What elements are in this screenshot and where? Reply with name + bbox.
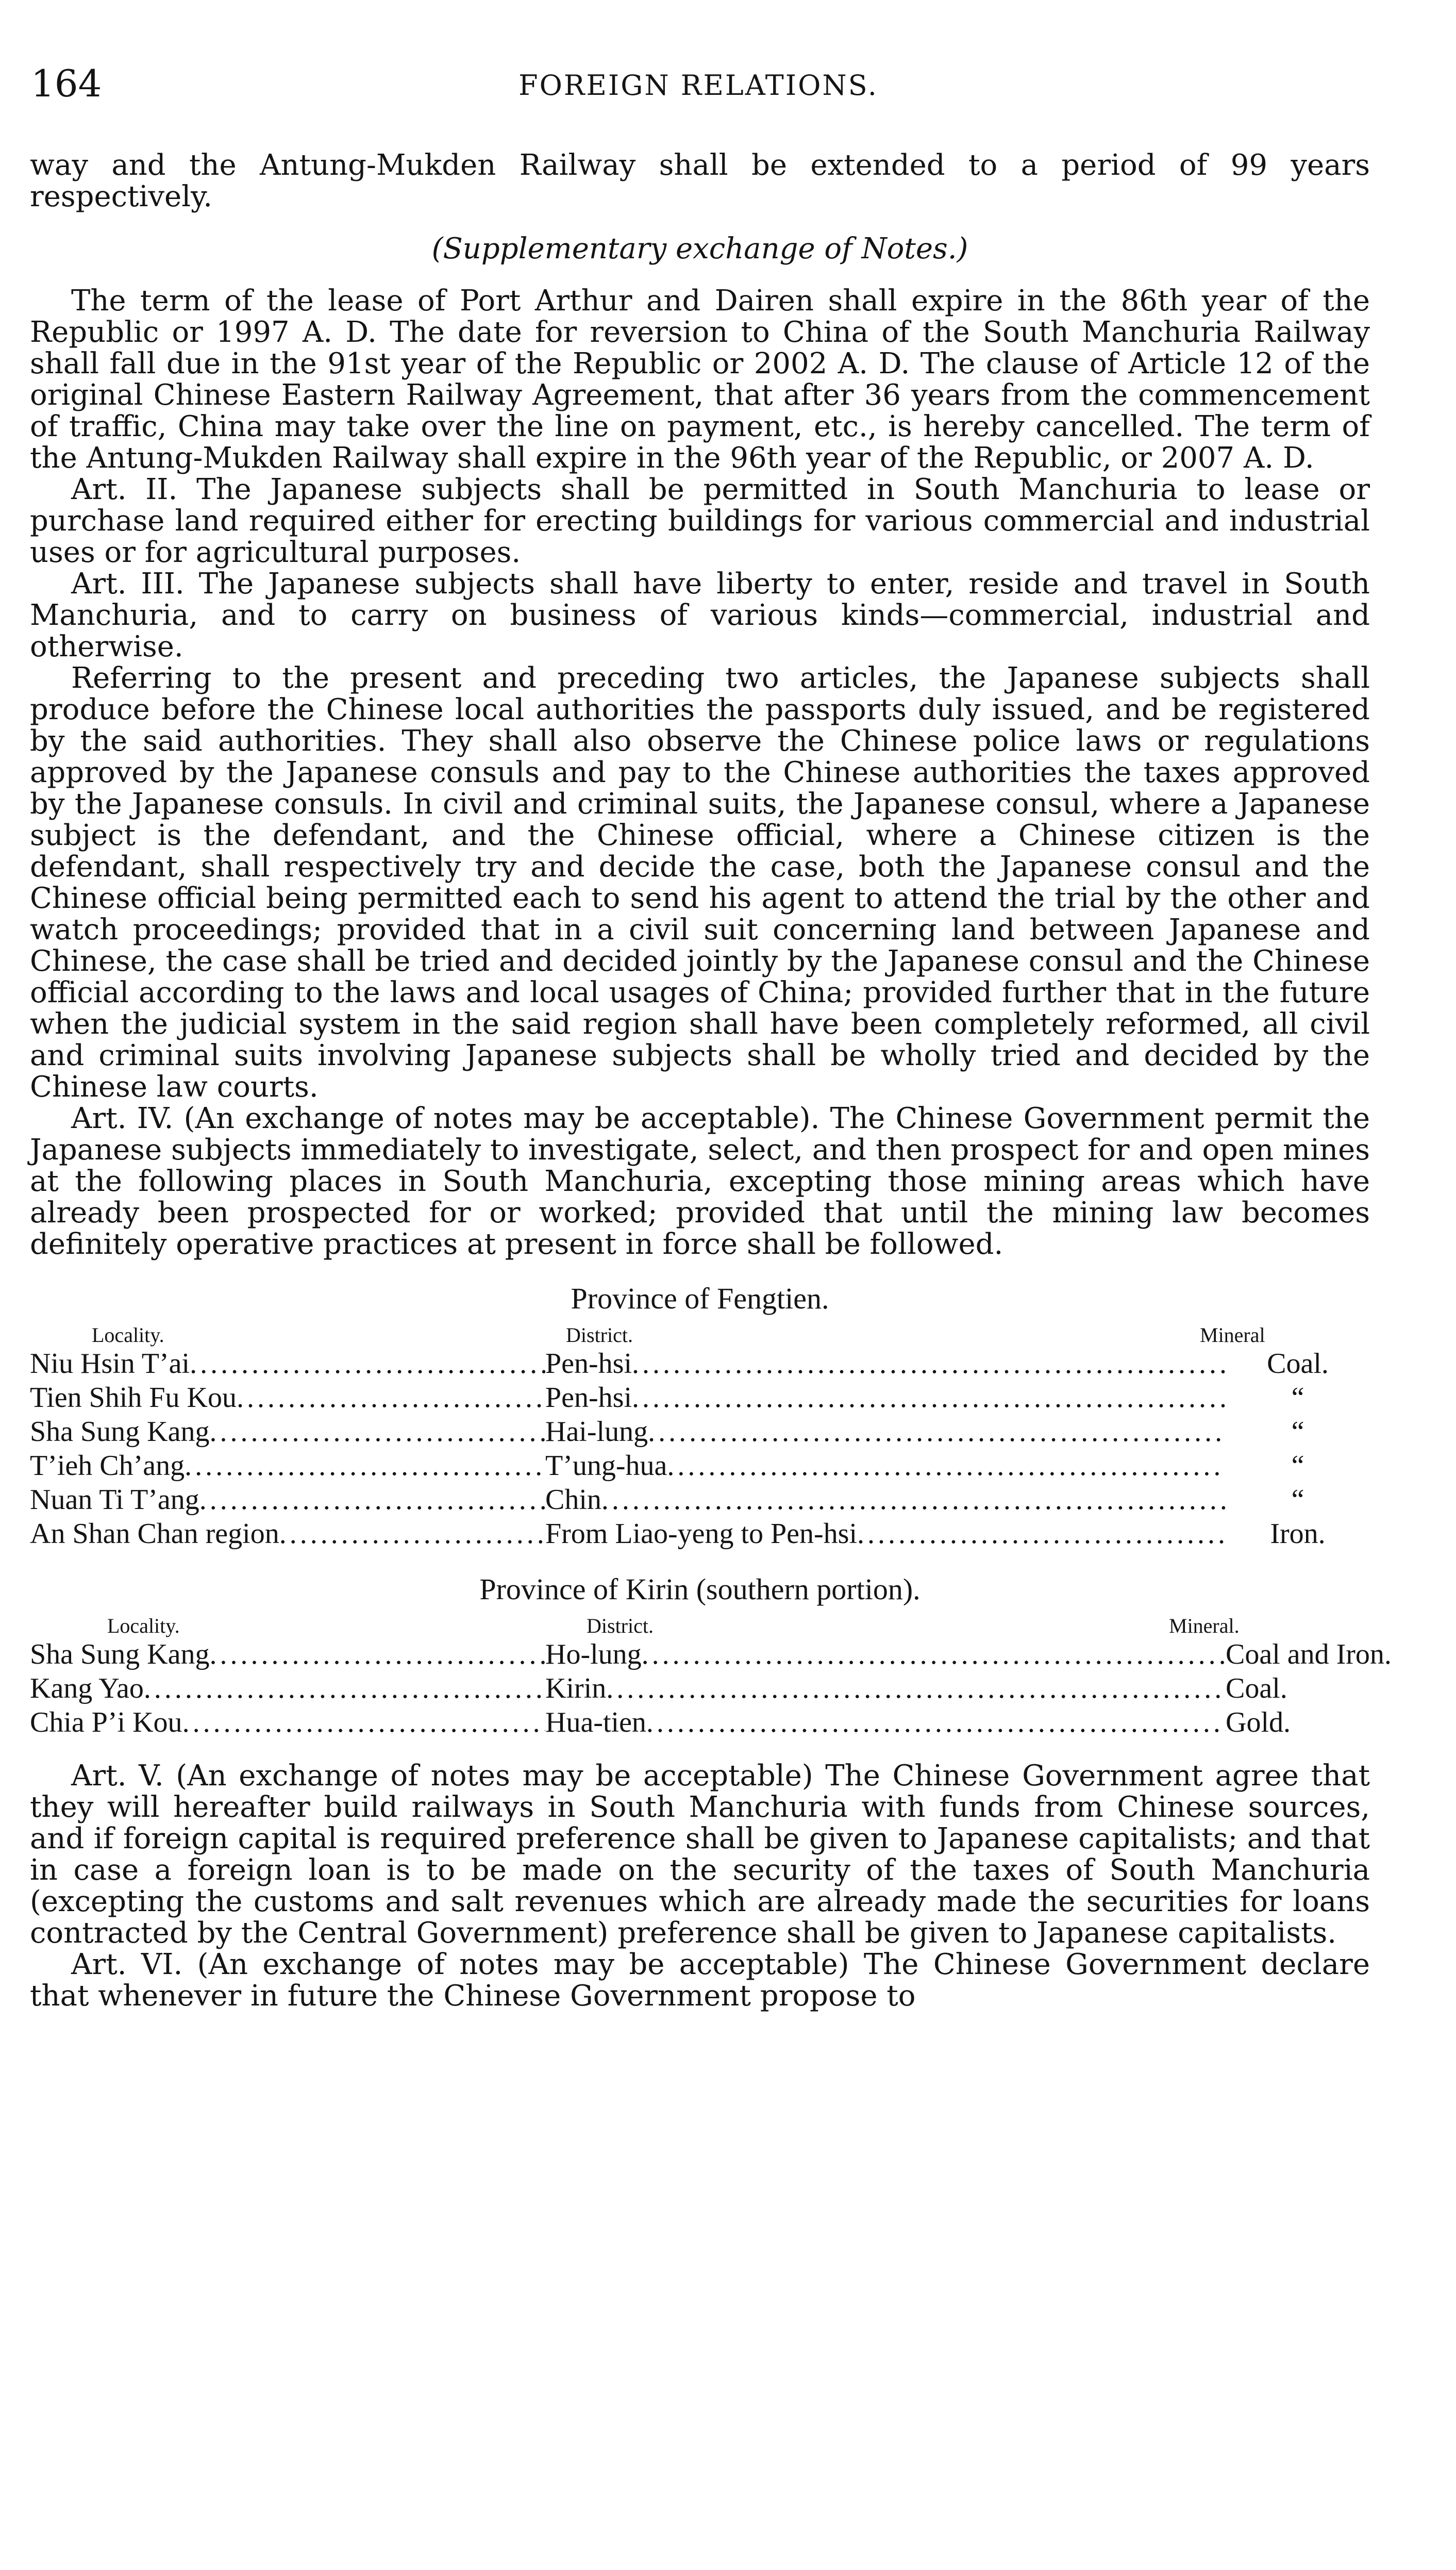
- mineral-cell: Iron.: [1270, 1518, 1326, 1550]
- paragraph-art-ii: Art. II. The Japanese subjects shall be permitted in South Manchuria to lease or purchase land required either for erecting buildings for various commercial and industrial uses or for agricultural purposes.: [30, 473, 1370, 569]
- table-row: [30, 1347, 1370, 1381]
- district-cell: From Liao-yeng to Pen-hsi: [545, 1518, 858, 1550]
- district-cell: Hua-tien: [545, 1706, 646, 1738]
- locality-cell: Sha Sung Kang: [30, 1416, 210, 1448]
- kirin-title: Province of Kirin (southern portion).: [479, 1572, 921, 1606]
- running-title: FOREIGN RELATIONS.: [518, 69, 878, 102]
- paragraph-art-v: Art. V. (An exchange of notes may be acceptable) The Chinese Government agree that they will hereafter build railways in South Manchuria with funds from Chinese sources, and if foreign capital is required preference shall be given to Japanese capitalists; and that in case a foreign loan is to be made on the security of the taxes of South Manchuria (excepting the customs and salt revenues which are already made the securities for loans contracted by the Central Government) preference shall be given to Japanese capitalists.: [30, 1759, 1370, 1950]
- supplementary-caption: (Supplementary exchange of Notes.): [431, 232, 968, 266]
- locality-cell: Tien Shih Fu Kou: [30, 1382, 237, 1414]
- mineral-cell: “: [1291, 1382, 1304, 1414]
- table-row: [30, 1449, 1370, 1483]
- page-header: [31, 62, 1366, 108]
- paragraph-lease-terms: The term of the lease of Port Arthur and Dairen shall expire in the 86th year of the Republic or 1997 A. D. The date for reversion to China of the South Manchuria Railway shall fall due in the 91st year of the Republic or 2002 A. D. The clause of Article 12 of the original Chinese Eastern Railway Agreement, that after 36 years from the commencement of traffic, China may take over the line on payment, etc., is hereby cancelled. The term of the Antung-Mukden Railway shall expire in the 96th year of the Republic, or 2007 A. D.: [30, 284, 1370, 475]
- column-header-locality: Locality.: [107, 1614, 180, 1637]
- column-header-locality: Locality.: [92, 1323, 164, 1347]
- mineral-cell: Coal and Iron.: [1226, 1638, 1392, 1670]
- mineral-cell: Coal.: [1226, 1672, 1287, 1704]
- kirin-table-header: [30, 1607, 1370, 1637]
- mineral-cell: “: [1291, 1484, 1304, 1516]
- table-row: [30, 1483, 1370, 1517]
- table-row: [30, 1705, 1370, 1739]
- column-header-district: District.: [587, 1614, 654, 1637]
- table-row: [30, 1381, 1370, 1415]
- fengtien-table: [30, 1347, 1370, 1551]
- paragraph-art-iii: Art. III. The Japanese subjects shall have liberty to enter, reside and travel in South Manchuria, and to carry on business of various kinds—commercial, industrial and otherwise.: [30, 567, 1370, 664]
- district-cell: Pen-hsi: [545, 1382, 632, 1414]
- mineral-cell: Gold.: [1226, 1706, 1291, 1738]
- locality-cell: Chia P’i Kou: [30, 1706, 182, 1738]
- table-row: [30, 1637, 1392, 1671]
- mineral-cell: “: [1291, 1416, 1304, 1448]
- column-header-district: District.: [566, 1323, 633, 1347]
- locality-cell: Niu Hsin T’ai: [30, 1348, 190, 1380]
- locality-cell: T’ieh Ch’ang: [30, 1450, 185, 1482]
- district-cell: Pen-hsi: [545, 1348, 632, 1380]
- paragraph-art-iv: Art. IV. (An exchange of notes may be acceptable). The Chinese Government permit the Japanese subjects immediately to investigate, select, and then prospect for and open mines at the following places in South Manchuria, excepting those mining areas which have already been prospected for or worked; provided that until the mining law becomes definitely operative practices at present in force shall be followed.: [30, 1102, 1370, 1261]
- district-cell: Hai-lung: [545, 1416, 648, 1448]
- locality-cell: An Shan Chan region: [30, 1518, 279, 1550]
- table-row: [30, 1415, 1370, 1449]
- locality-cell: Sha Sung Kang: [30, 1638, 210, 1670]
- fengtien-table-header: [30, 1317, 1370, 1347]
- paragraph-continuation: way and the Antung-Mukden Railway shall be extended to a period of 99 years respectively.: [30, 148, 1370, 213]
- mineral-cell: Coal.: [1267, 1348, 1329, 1380]
- district-cell: Ho-lung: [545, 1638, 642, 1670]
- page-number: 164: [31, 62, 102, 105]
- table-row: [30, 1517, 1370, 1551]
- district-cell: T’ung-hua: [545, 1450, 667, 1482]
- page-body: [30, 148, 1392, 2013]
- fengtien-title: Province of Fengtien.: [571, 1282, 829, 1315]
- column-header-mineral: Mineral: [1200, 1323, 1265, 1347]
- locality-cell: Nuan Ti T’ang: [30, 1484, 199, 1516]
- table-row: [30, 1671, 1370, 1705]
- paragraph-passports: Referring to the present and preceding two articles, the Japanese subjects shall produce before the Chinese local authorities the passports duly issued, and be registered by the said authorities. They shall also observe the Chinese police laws or regulations approved by the Japanese consuls and pay to the Chinese authorities the taxes approved by the Japanese consuls. In civil and criminal suits, the Japanese consul, where a Japanese subject is the defendant, and the Chinese official, where a Chinese citizen is the defendant, shall respectively try and decide the case, both the Japanese consul and the Chinese official being permitted each to send his agent to attend the trial by the other and watch proceedings; provided that in a civil suit concerning land between Japanese and Chinese, the case shall be tried and decided jointly by the Japanese consul and the Chinese official according to the laws and local usages of China; provided further that in the future when the judicial system in the said region shall have been completely reformed, all civil and criminal suits involving Japanese subjects shall be wholly tried and decided by the Chinese law courts.: [30, 661, 1370, 1104]
- locality-cell: Kang Yao: [30, 1672, 144, 1704]
- kirin-table: [30, 1637, 1392, 1739]
- mineral-cell: “: [1291, 1450, 1304, 1482]
- district-cell: Kirin: [545, 1672, 607, 1704]
- column-header-mineral: Mineral.: [1169, 1614, 1240, 1637]
- district-cell: Chin: [545, 1484, 601, 1516]
- paragraph-art-vi: Art. VI. (An exchange of notes may be acceptable) The Chinese Government declare that whenever in future the Chinese Government propose to: [30, 1948, 1370, 2013]
